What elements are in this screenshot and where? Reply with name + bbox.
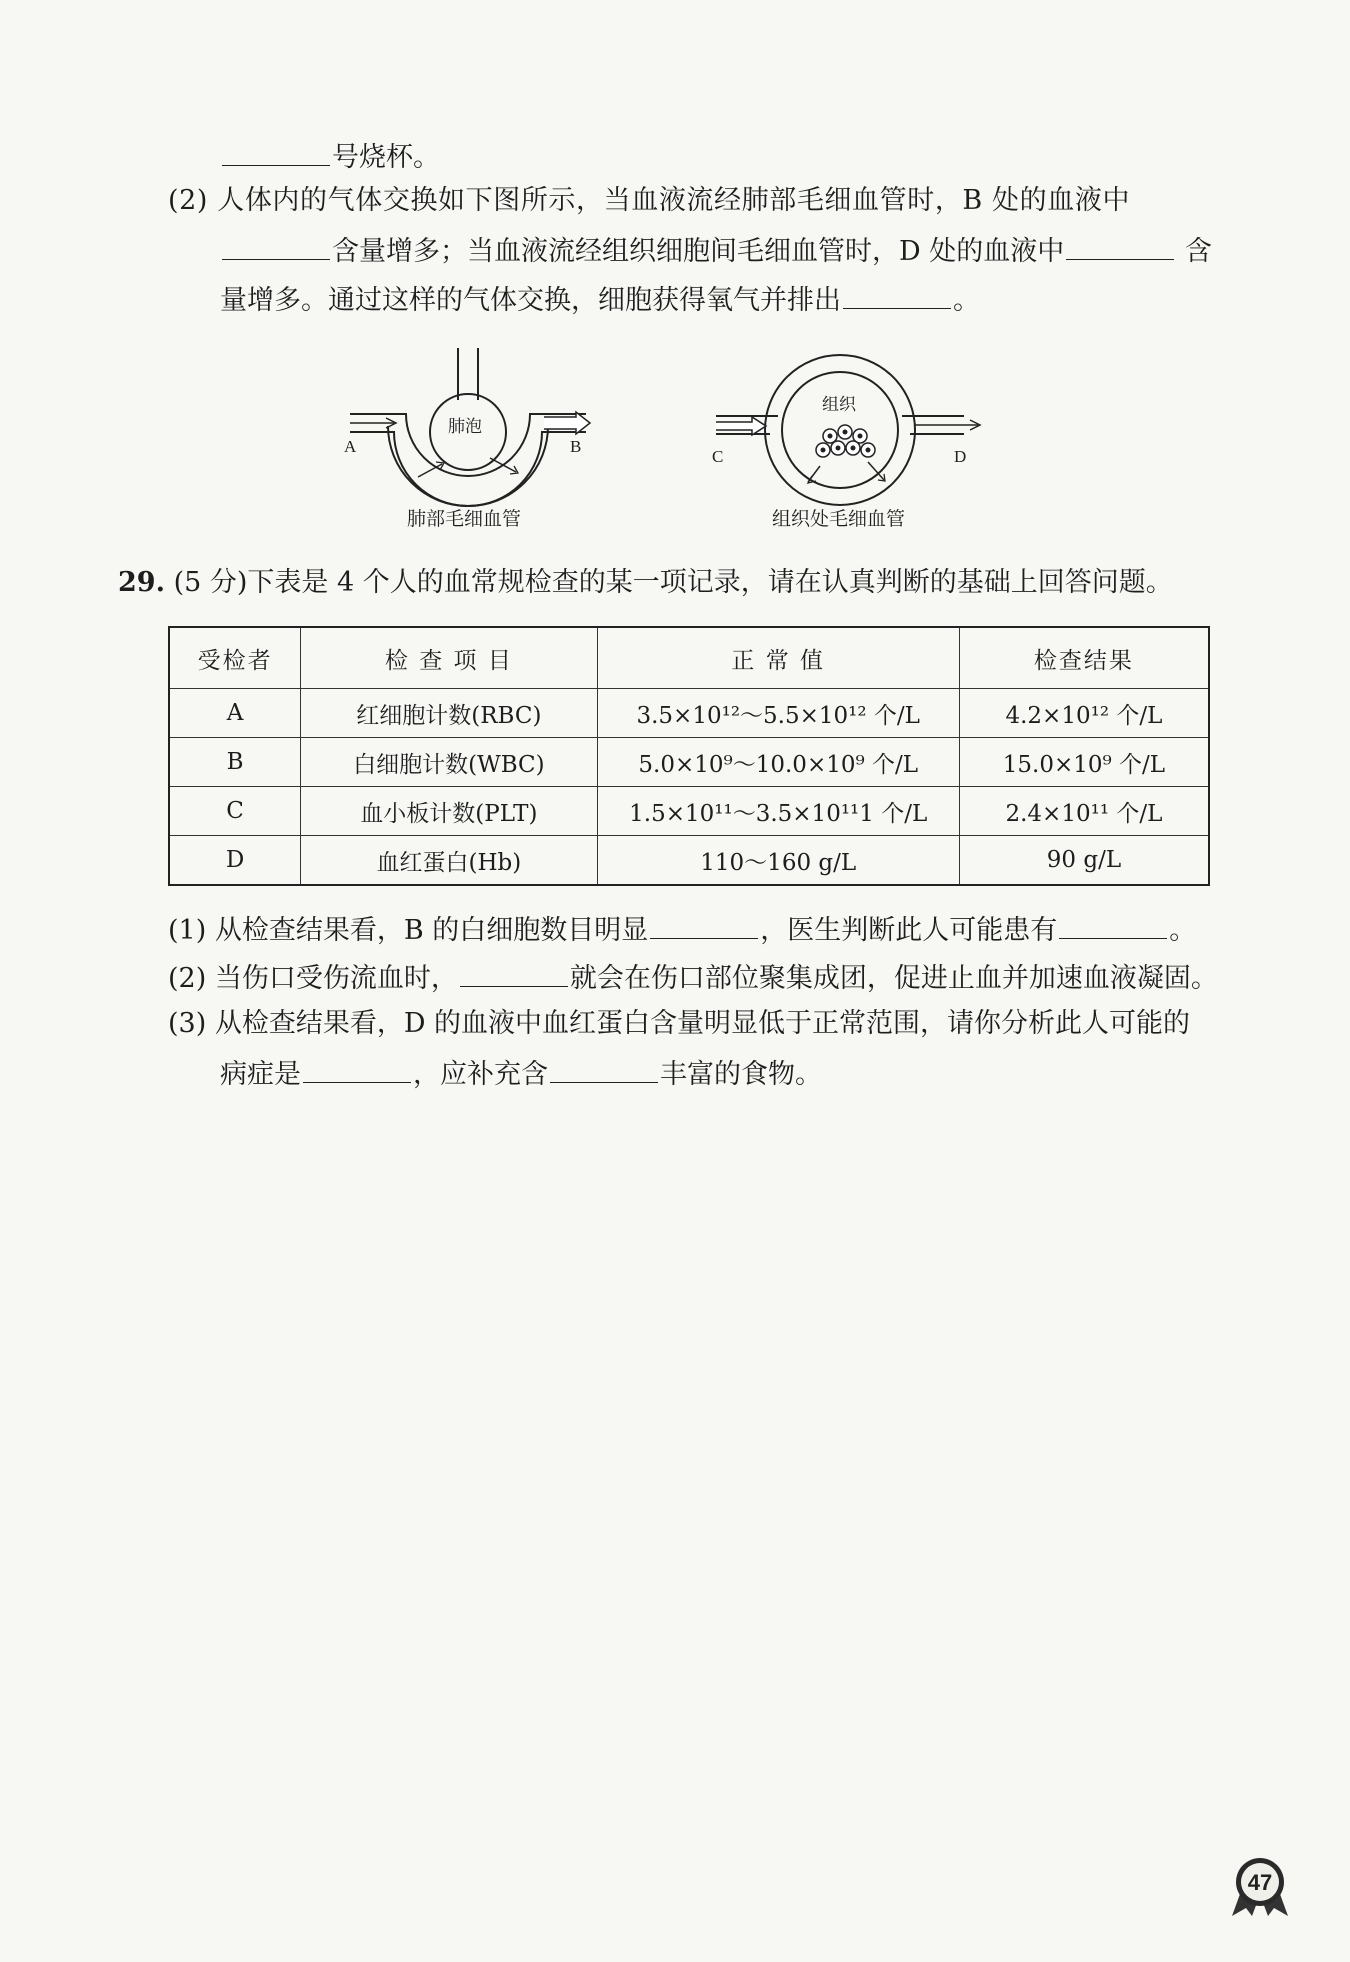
page-number: 47 [1247,1870,1273,1895]
table-cell: 血红蛋白(Hb) [301,836,597,886]
table-cell: 90 g/L [959,836,1209,886]
q29-sub1-end: 。 [1169,915,1197,946]
table-row [169,738,1209,787]
header-cell: 检查结果 [959,627,1209,689]
q28-part2-line2-end: 含 [1184,236,1212,267]
answer-blank[interactable] [843,280,951,309]
tissue-diagram-caption: 组织处毛细血管 [772,508,906,530]
q29-sub3-line2 [220,1054,822,1093]
answer-blank[interactable] [222,231,330,260]
q29-sub2 [168,958,1218,997]
table-cell: C [169,787,301,836]
answer-blank[interactable] [460,958,568,987]
q28-part2-line2-text: 含量增多；当血液流经组织细胞间毛细血管时，D 处的血液中 [332,236,1065,267]
q29-sub1-mid: ，医生判断此人可能患有 [760,915,1058,946]
tissue-label: 组织 [822,395,856,415]
q28-line0 [220,137,440,176]
table-cell: 5.0×10⁹～10.0×10⁹ 个/L [597,738,959,787]
q29-sub2-text: (2) 当伤口受伤流血时， [168,963,458,994]
table-cell: D [169,836,301,886]
header-cell: 正 常 值 [597,627,959,689]
tissue-capillary-diagram [708,350,1008,510]
table-row [169,836,1209,886]
table-cell: 15.0×10⁹ 个/L [959,738,1209,787]
q28-line0-text: 号烧杯。 [332,142,440,173]
header-cell: 受检者 [169,627,301,689]
q28-part2-line2 [220,231,1212,270]
table-cell: 血小板计数(PLT) [301,787,597,836]
q28-part2-line1: (2) 人体内的气体交换如下图所示，当血液流经肺部毛细血管时，B 处的血液中 [168,185,1131,216]
answer-blank[interactable] [222,137,330,166]
q29-stem [118,565,1173,601]
lung-capillary-diagram [330,340,620,525]
q28-part2-line3-end: 。 [953,285,980,316]
q29-sub3-line1: (3) 从检查结果看，D 的血液中血红蛋白含量明显低于正常范围，请你分析此人可能的 [168,1008,1191,1039]
table-cell: B [169,738,301,787]
table-cell: 白细胞计数(WBC) [301,738,597,787]
alveolus-label: 肺泡 [448,417,482,437]
point-b-label: B [570,437,582,456]
answer-blank[interactable] [1066,231,1174,260]
question-number: 29. [118,567,165,598]
lung-diagram-caption: 肺部毛细血管 [407,508,522,530]
page-number-badge [1228,1854,1292,1918]
point-a-label: A [344,437,357,456]
table-cell: A [169,689,301,738]
q29-sub3-text: 病症是 [220,1059,301,1090]
q29-sub2-end: 就会在伤口部位聚集成团，促进止血并加速血液凝固。 [569,963,1218,994]
point-d-label: D [954,447,967,466]
answer-blank[interactable] [550,1054,658,1083]
q28-part2-line3 [220,280,980,319]
table-cell: 2.4×10¹¹ 个/L [959,787,1209,836]
answer-blank[interactable] [303,1054,411,1083]
q29-sub1-text: (1) 从检查结果看，B 的白细胞数目明显 [168,915,649,946]
q29-sub3-mid: ，应补充含 [413,1059,548,1090]
q29-sub3-end: 丰富的食物。 [660,1059,822,1090]
q29-sub1 [168,910,1196,949]
blood-test-table [168,626,1210,886]
point-c-label: C [712,447,724,466]
table-cell: 110～160 g/L [597,836,959,886]
table-cell: 1.5×10¹¹～3.5×10¹¹1 个/L [597,787,959,836]
answer-blank[interactable] [650,910,758,939]
header-cell: 检 查 项 目 [301,627,597,689]
q29-stem-text: (5 分)下表是 4 个人的血常规检查的某一项记录，请在认真判断的基础上回答问题。 [173,567,1173,598]
table-header-row [169,627,1209,689]
table-row [169,787,1209,836]
q28-part2-line3-text: 量增多。通过这样的气体交换，细胞获得氧气并排出 [220,285,841,316]
table-row [169,689,1209,738]
table-cell: 红细胞计数(RBC) [301,689,597,738]
answer-blank[interactable] [1059,910,1167,939]
table-cell: 4.2×10¹² 个/L [959,689,1209,738]
table-cell: 3.5×10¹²～5.5×10¹² 个/L [597,689,959,738]
